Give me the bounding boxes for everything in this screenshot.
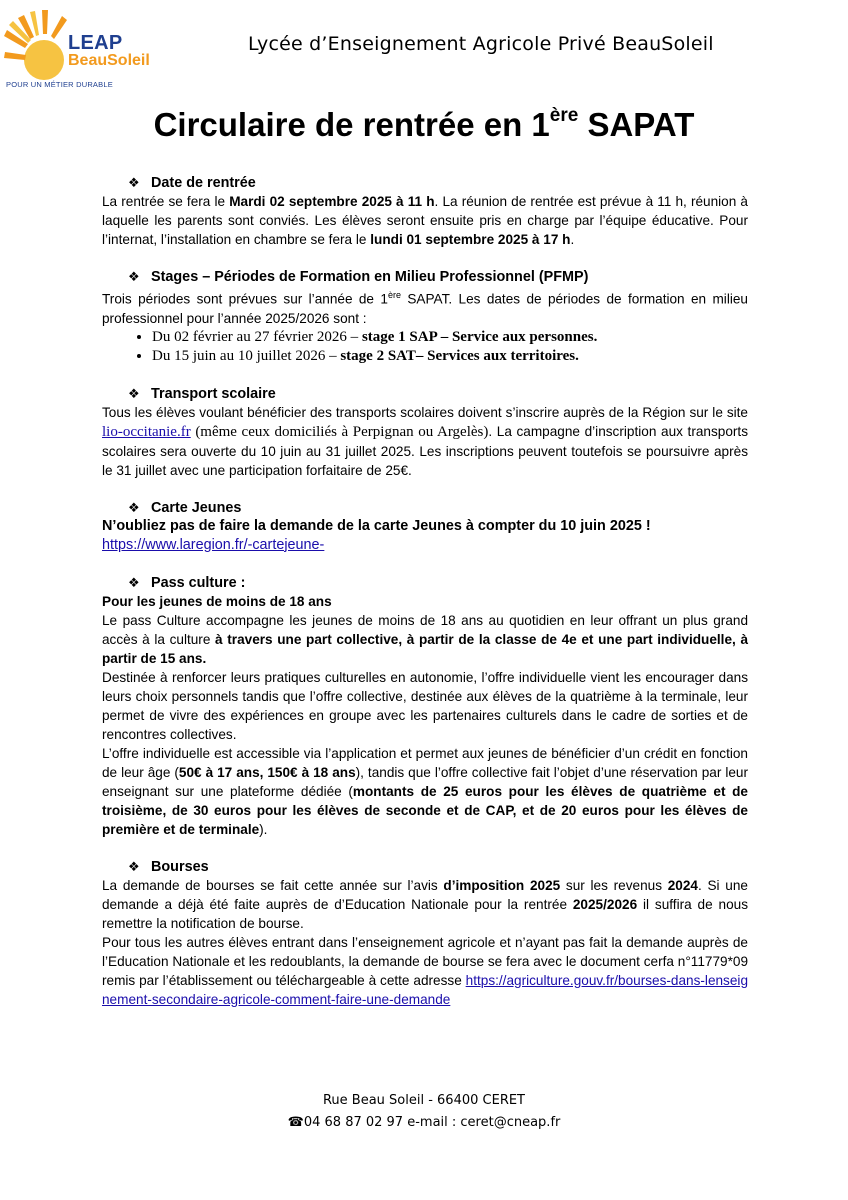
text: . La campagne d’inscription aux transports scolaires sera ouverte du 10 juin au 31 juillet 2025. Les inscriptions peuvent toutefois se poursuivre après le 31 juillet avec une participation forfaitaire de 25€.: [102, 423, 748, 478]
bourses-agriculture-link[interactable]: https://agriculture.gouv.fr/bourses-dans-lenseignement-secondaire-agricole-comment-faire-une-demande: [102, 972, 748, 1007]
paragraph-pass-2: Destinée à renforcer leurs pratiques culturelles en autonomie, l’offre individuelle vient les encourager dans leurs choix personnels tandis que l’offre collective, destinée aux élèves de la quatrième à la terminale, leur permet de vivre des expériences en groupe avec les partenaires culturels dans le cadre de sorties et de rencontres collectives.: [102, 669, 748, 742]
text: ).: [259, 821, 268, 837]
text: . Si une demande a déjà été faite auprès de d’Education Nationale pour la rentrée: [102, 877, 748, 912]
section-heading-transport: [128, 384, 748, 403]
bold-text: stage 2 SAT– Services aux territoires.: [340, 347, 579, 364]
heading-text: Transport scolaire: [151, 385, 276, 402]
logo-tagline: POUR UN MÉTIER DURABLE: [6, 80, 113, 89]
text: La demande de bourses se fait cette année sur l’avis: [102, 877, 444, 893]
bullet-diamond-icon: ❖: [128, 858, 140, 874]
bold-text: lundi 01 septembre 2025 à 17 h: [370, 232, 571, 247]
text: Du 02 février au 27 février 2026 –: [152, 328, 362, 345]
stage-list: [102, 328, 748, 366]
footer-contact-text: 04 68 87 02 97 e-mail : ceret@cneap.fr: [303, 1115, 561, 1130]
footer-contact: [0, 1112, 848, 1134]
heading-text: Carte Jeunes: [151, 499, 242, 516]
bold-text: stage 1 SAP – Service aux personnes.: [361, 328, 598, 345]
section-heading-carte: [128, 498, 748, 517]
bold-text: Mardi 02 septembre 2025 à 11 h: [229, 194, 435, 209]
superscript: ère: [387, 290, 401, 300]
paragraph-transport: [102, 403, 748, 480]
heading-text: Pass culture :: [151, 574, 246, 591]
carte-jeune-link[interactable]: https://www.laregion.fr/-cartejeune-: [102, 536, 325, 553]
section-heading-date: [128, 173, 748, 192]
list-item: [152, 328, 748, 347]
paragraph-bourses-1: [102, 876, 748, 933]
text: Le pass Culture accompagne les jeunes de moins de 18 ans au quotidien en leur offrant un plus grand accès à la culture: [102, 612, 748, 647]
bullet-diamond-icon: ❖: [128, 175, 140, 190]
lio-occitanie-link[interactable]: lio-occitanie.fr: [102, 423, 191, 440]
text: il suffira de nous remettre la notification de bourse.: [102, 896, 748, 931]
paragraph-pass-3: [102, 744, 748, 839]
bold-text: 2025/2026: [572, 896, 638, 912]
phone-icon: ☎: [287, 1115, 304, 1130]
text: . La réunion de rentrée est prévue à 11 h, réunion à laquelle les parents sont conviés. Les élèves seront ensuite pris en charge par l’équipe éducative. Pour l’internat, l’installation en chambre se fera le: [102, 194, 748, 247]
text: SAPAT. Les dates de périodes de formation en milieu professionnel pour l’année 2025/2026 sont :: [102, 291, 748, 326]
bold-text: d’imposition 2025: [443, 877, 561, 893]
text: Tous les élèves voulant bénéficier des transports scolaires doivent s’inscrire auprès de la Région sur le site: [102, 404, 748, 420]
bullet-diamond-icon: ❖: [128, 499, 140, 515]
text: Du 15 juin au 10 juillet 2026 –: [152, 347, 341, 364]
bold-text: à travers une part collective, à partir de la classe de 4e et une part individuelle, à partir de 15 ans.: [102, 631, 749, 666]
pass-subheading: Pour les jeunes de moins de 18 ans: [102, 593, 332, 609]
logo-leap-text: LEAP: [68, 32, 123, 54]
section-heading-pass: [128, 573, 748, 592]
paragraph-date: [102, 192, 748, 249]
heading-text: Date de rentrée: [151, 175, 256, 191]
text: sur les revenus: [560, 877, 668, 893]
section-heading-bourses: [128, 857, 748, 876]
school-name-header: Lycée d’Enseignement Agricole Privé BeauSoleil: [248, 33, 714, 55]
bold-text: montants de 25 euros pour les élèves de quatrième et de troisième, de 30 euros pour les élèves de seconde et de CAP, et de 20 euros pour les élèves de première et de terminale: [102, 783, 748, 837]
title-text: Circulaire de rentrée en 1: [153, 106, 550, 143]
heading-text: Stages – Périodes de Formation en Milieu Professionnel (PFMP): [151, 269, 589, 285]
paragraph-stages: [102, 286, 748, 328]
footer-address: Rue Beau Soleil - 66400 CERET: [322, 1093, 526, 1108]
paragraph-bourses-2: [102, 933, 748, 1009]
title-text-end: SAPAT: [578, 106, 695, 143]
text: (même ceux domiciliés à Perpignan ou Argelès): [190, 423, 489, 440]
text: Pour tous les autres élèves entrant dans l’enseignement agricole et n’ayant pas fait la demande auprès de l’Education Nationale et les redoublants, la demande de bourse se fera avec le document cerfa n°11779*09 remis par l’établissement ou téléchargeable à cette adresse: [102, 934, 748, 988]
paragraph-pass-1: [102, 611, 748, 668]
page-title: [0, 105, 848, 144]
text: Trois périodes sont prévues sur l’année de 1: [102, 291, 388, 307]
bold-text: 50€ à 17 ans, 150€ à 18 ans: [178, 764, 356, 780]
list-item: [152, 347, 748, 366]
carte-link-line: [102, 536, 748, 555]
logo-beausoleil-text: BeauSoleil: [68, 52, 150, 69]
carte-notice: N’oubliez pas de faire la demande de la carte Jeunes à compter du 10 juin 2025 !: [102, 517, 651, 534]
school-logo: [4, 10, 162, 94]
bullet-diamond-icon: ❖: [128, 385, 140, 401]
section-heading-stages: [128, 267, 748, 286]
sun-logo-icon: [4, 10, 74, 80]
text: ), tandis que l’offre collective fait l’objet d’une réservation par leur enseignant sur une plateforme dédiée (: [102, 764, 748, 799]
text: L’offre individuelle est accessible via l’application et permet aux jeunes de bénéficier d’un crédit en fonction de leur âge (: [102, 745, 748, 780]
page-footer: [0, 1090, 848, 1134]
title-superscript: ère: [549, 105, 579, 126]
bullet-diamond-icon: ❖: [128, 269, 140, 284]
heading-text: Bourses: [151, 858, 209, 875]
bold-text: 2024: [667, 877, 698, 893]
document-body: [102, 173, 748, 1009]
text: .: [570, 232, 575, 247]
text: La rentrée se fera le: [102, 194, 230, 209]
bullet-diamond-icon: ❖: [128, 574, 140, 590]
